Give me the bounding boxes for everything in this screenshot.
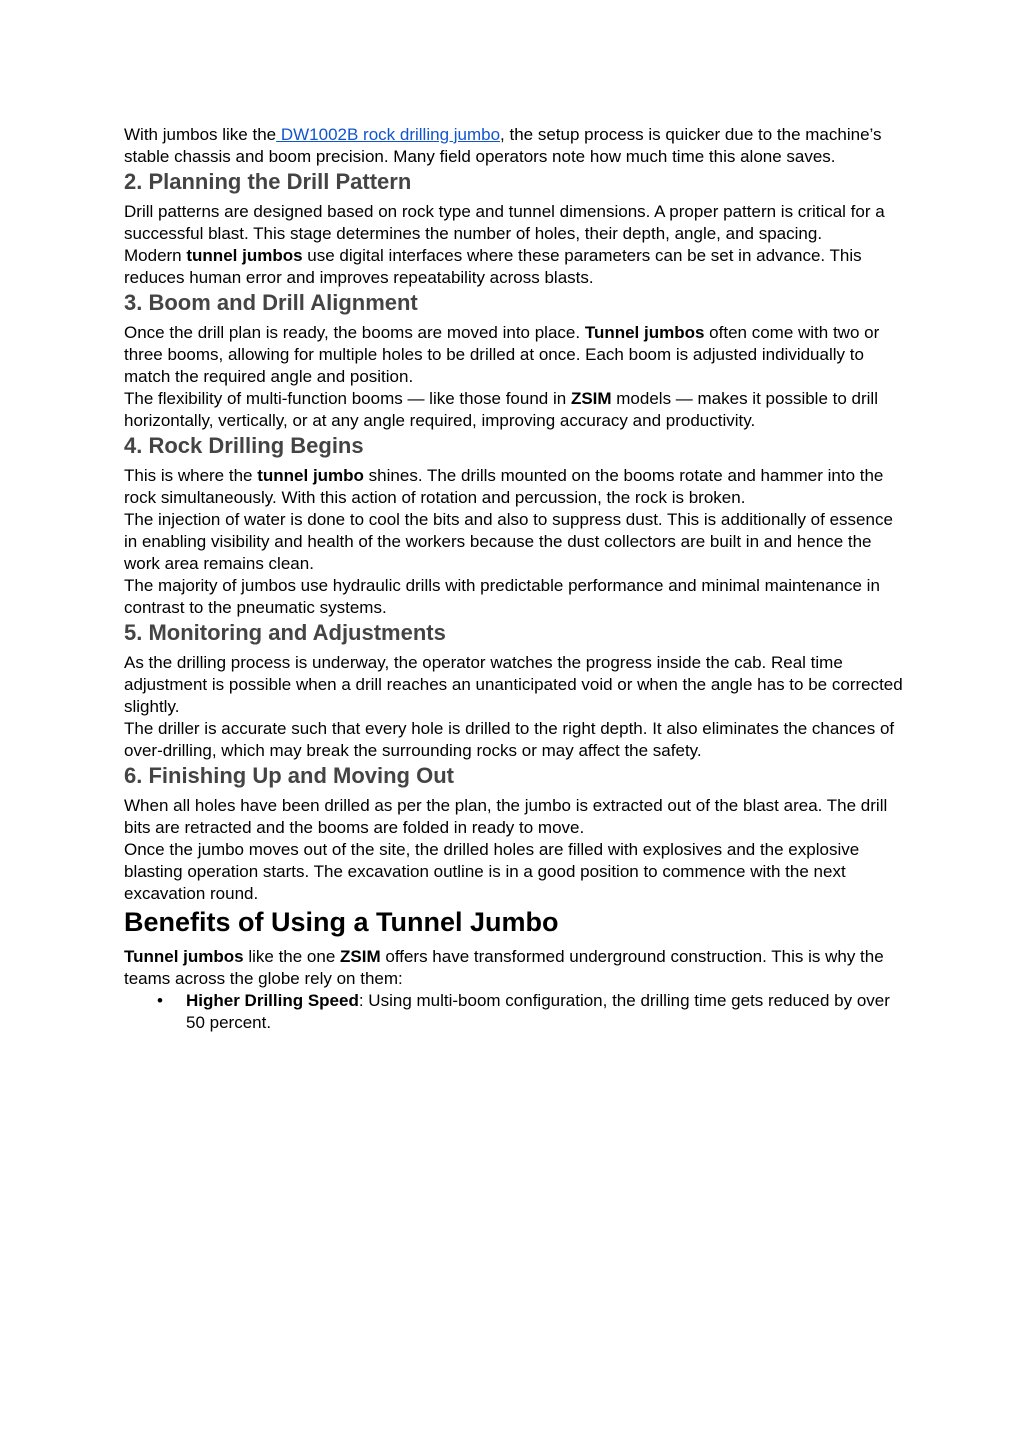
intro-paragraph — [124, 124, 904, 168]
drilling-paragraph-3: The majority of jumbos use hydraulic drills with predictable performance and minimal maintenance in contrast to the pneumatic systems. — [124, 576, 880, 617]
planning-paragraph-1: Drill patterns are designed based on rock type and tunnel dimensions. A proper pattern is critical for a successful blast. This stage determines the number of holes, their depth, angle, and spacing. — [124, 202, 885, 243]
drilling-p1-bold: tunnel jumbo — [257, 466, 364, 485]
boom-paragraph-2 — [124, 388, 904, 432]
list-item — [124, 990, 904, 1034]
intro-text-start: With jumbos like the — [124, 125, 277, 144]
benefit-text: : Using multi-boom configuration, the drilling time gets reduced by over 50 percent. — [186, 991, 890, 1032]
benefits-list — [124, 990, 904, 1034]
boom-paragraph-1 — [124, 322, 904, 388]
section-heading-planning: 2. Planning the Drill Pattern — [124, 169, 412, 194]
drilling-paragraph-2: The injection of water is done to cool the bits and also to suppress dust. This is additionally of essence in enabling visibility and health of the workers because the dust collectors are built in and hence the work area remains clean. — [124, 510, 893, 573]
benefits-intro-text-b: offers have transformed underground construction. This is why the teams across the globe rely on them: — [124, 947, 884, 988]
finishing-paragraph-2: Once the jumbo moves out of the site, the drilled holes are filled with explosives and the explosive blasting operation starts. The excavation outline is in a good position to commence with the next excavation round. — [124, 840, 860, 903]
dw1002b-product-link[interactable]: DW1002B rock drilling jumbo — [276, 125, 501, 144]
drilling-p1-text-a: This is where the — [124, 466, 258, 485]
section-heading-rock-drilling: 4. Rock Drilling Begins — [124, 433, 364, 458]
benefits-intro-paragraph — [124, 946, 904, 990]
boom-p2-bold: ZSIM — [570, 389, 612, 408]
benefits-intro-text-a: like the one — [243, 947, 341, 966]
monitoring-paragraph-1: As the drilling process is underway, the operator watches the progress inside the cab. Real time adjustment is possible when a drill reaches an unanticipated void or when the angle has to be corrected slightly. — [124, 653, 903, 716]
document-page — [124, 124, 904, 1034]
boom-p1-text-b: often come with two or three booms, allowing for multiple holes to be drilled at once. Each boom is adjusted individually to match the required angle and position. — [124, 323, 880, 386]
planning-p2-text-b: use digital interfaces where these parameters can be set in advance. This reduces human error and improves repeatability across blasts. — [124, 246, 862, 287]
boom-p2-text-b: models — makes it possible to drill horizontally, vertically, or at any angle required, improving accuracy and productivity. — [124, 389, 878, 430]
drilling-p1-text-b: shines. The drills mounted on the booms rotate and hammer into the rock simultaneously. With this action of rotation and percussion, the rock is broken. — [124, 466, 884, 507]
finishing-paragraph-1: When all holes have been drilled as per the plan, the jumbo is extracted out of the blast area. The drill bits are retracted and the booms are folded in ready to move. — [124, 796, 888, 837]
planning-p2-bold: tunnel jumbos — [186, 246, 303, 265]
section-heading-boom-alignment: 3. Boom and Drill Alignment — [124, 290, 418, 315]
section-heading-finishing: 6. Finishing Up and Moving Out — [124, 763, 454, 788]
benefits-heading: Benefits of Using a Tunnel Jumbo — [124, 907, 559, 937]
section-heading-monitoring: 5. Monitoring and Adjustments — [124, 620, 446, 645]
boom-p2-text-a: The flexibility of multi-function booms — like those found in — [124, 389, 571, 408]
drilling-paragraph-1 — [124, 465, 904, 509]
bullet-icon: • — [157, 991, 163, 1010]
benefits-intro-bold-2: ZSIM — [340, 947, 381, 966]
planning-p2-text-a: Modern — [124, 246, 187, 265]
planning-paragraph-2 — [124, 245, 904, 289]
benefits-intro-bold-1: Tunnel jumbos — [124, 947, 244, 966]
monitoring-paragraph-2: The driller is accurate such that every hole is drilled to the right depth. It also eliminates the chances of over-drilling, which may break the surrounding rocks or may affect the safety. — [124, 719, 895, 760]
boom-p1-text-a: Once the drill plan is ready, the booms are moved into place. — [124, 323, 585, 342]
intro-text-end: , the setup process is quicker due to the machine’s stable chassis and boom precision. Many field operators note how much time this alone saves. — [124, 125, 882, 166]
boom-p1-bold: Tunnel jumbos — [584, 323, 705, 342]
benefit-title: Higher Drilling Speed — [186, 991, 359, 1010]
